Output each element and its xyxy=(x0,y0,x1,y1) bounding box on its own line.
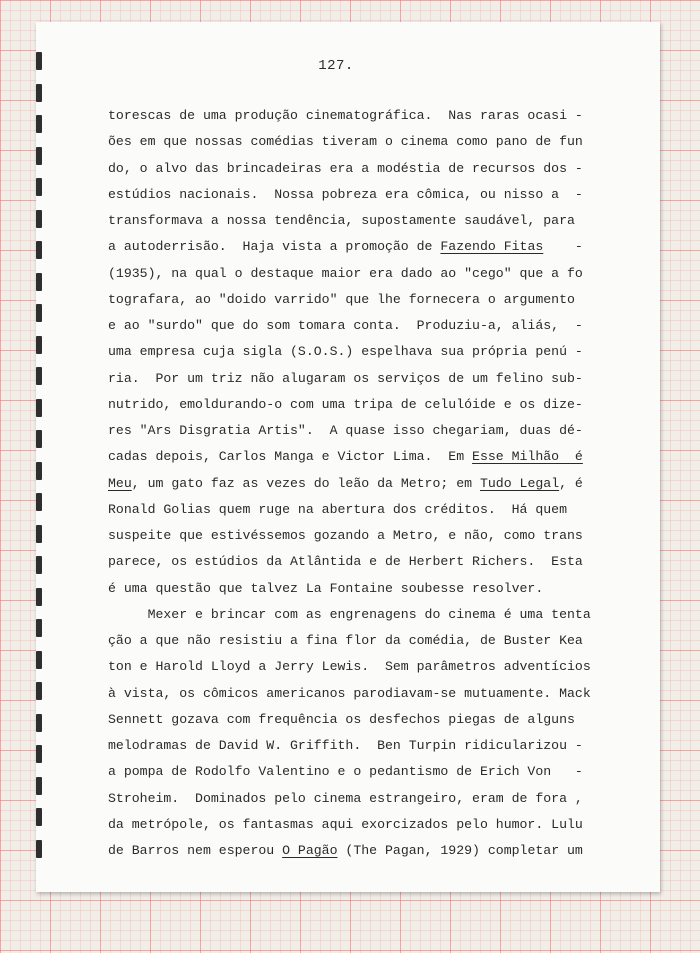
text-segment: torescas de uma produção cinematográfica. Nas raras ocasi - xyxy=(108,108,583,123)
text-line xyxy=(108,576,630,602)
text-line xyxy=(108,733,630,759)
text-segment: ões em que nossas comédias tiveram o cinema como pano de fun xyxy=(108,134,583,150)
text-segment: res "Ars Disgratia Artis". A quase isso chegariam, duas dé- xyxy=(108,423,583,438)
text-segment: e ao "surdo" que do som tomara conta. Produziu-a, aliás, - xyxy=(108,318,583,333)
binder-hole xyxy=(36,304,42,322)
text-segment: Ronald Golias quem ruge na abertura dos créditos. Há quem xyxy=(108,501,567,517)
text-line xyxy=(108,129,630,155)
binder-hole xyxy=(36,619,42,637)
binder-hole xyxy=(36,210,42,228)
binder-hole xyxy=(36,714,42,732)
text-line xyxy=(108,471,630,497)
binder-hole xyxy=(36,808,42,826)
text-segment: ton e Harold Lloyd a Jerry Lewis. Sem parâmetros adventícios xyxy=(108,659,591,675)
binder-hole xyxy=(36,840,42,858)
binder-hole xyxy=(36,493,42,511)
binder-hole xyxy=(36,682,42,700)
text-line xyxy=(108,418,630,444)
text-line xyxy=(108,339,630,365)
text-line xyxy=(108,786,630,812)
text-line xyxy=(108,654,630,680)
text-segment: ção a que não resistiu a fina flor da comédia, de Buster Kea xyxy=(108,633,583,648)
text-line xyxy=(108,261,630,287)
binder-hole xyxy=(36,241,42,259)
text-line xyxy=(108,103,630,129)
text-segment: melodramas de David W. Griffith. Ben Turpin ridicularizou - xyxy=(108,738,583,753)
text-segment: de Barros nem esperou xyxy=(108,843,283,858)
underlined-title: Esse Milhão é xyxy=(472,449,583,465)
text-segment: a autoderrisão. Haja vista a promoção de xyxy=(108,239,441,255)
text-line xyxy=(108,392,630,418)
text-line xyxy=(108,182,630,208)
binder-hole xyxy=(36,84,42,102)
text-line xyxy=(108,444,630,470)
page-number: 127. xyxy=(318,58,354,74)
text-segment: tografara, ao "doido varrido" que lhe fornecera o argumento xyxy=(108,291,575,307)
text-line xyxy=(108,287,630,313)
text-segment: Stroheim. Dominados pelo cinema estrangeiro, eram de fora , xyxy=(108,790,583,806)
binder-holes xyxy=(36,52,46,872)
text-segment: cadas depois, Carlos Manga e Victor Lima. Em xyxy=(108,449,473,465)
text-line xyxy=(108,156,630,182)
body-text xyxy=(108,103,630,864)
text-line xyxy=(108,313,630,339)
binder-hole xyxy=(36,777,42,795)
text-segment: parece, os estúdios da Atlântida e de Herbert Richers. Esta xyxy=(108,554,583,570)
underlined-title: Meu xyxy=(108,475,132,491)
underlined-title: O Pagão xyxy=(282,843,338,858)
text-segment: a pompa de Rodolfo Valentino e o pedantismo de Erich Von - xyxy=(108,764,583,780)
binder-hole xyxy=(36,367,42,385)
binder-hole xyxy=(36,178,42,196)
text-segment: nutrido, emoldurando-o com uma tripa de celulóide e os dize- xyxy=(108,396,583,412)
text-segment: Sennett gozava com frequência os desfechos piegas de alguns xyxy=(108,711,575,727)
underlined-title: Fazendo Fitas xyxy=(440,239,544,255)
text-segment: suspeite que estivéssemos gozando a Metro, e não, como trans xyxy=(108,528,583,543)
binder-hole xyxy=(36,525,42,543)
text-segment: - xyxy=(543,239,583,255)
text-line xyxy=(108,602,630,628)
binder-hole xyxy=(36,588,42,606)
binder-hole xyxy=(36,399,42,417)
text-segment: estúdios nacionais. Nossa pobreza era cômica, ou nisso a - xyxy=(108,186,583,202)
binder-hole xyxy=(36,462,42,480)
binder-hole xyxy=(36,430,42,448)
text-segment: é uma questão que talvez La Fontaine soubesse resolver. xyxy=(108,580,544,596)
text-segment: do, o alvo das brincadeiras era a modéstia de recursos dos - xyxy=(108,160,583,176)
text-segment: à vista, os cômicos americanos parodiavam-se mutuamente. Mack xyxy=(108,685,591,701)
text-segment: uma empresa cuja sigla (S.O.S.) espelhava sua própria penú - xyxy=(108,344,583,360)
text-line xyxy=(108,549,630,575)
underlined-title: Tudo Legal xyxy=(479,475,560,491)
text-line xyxy=(108,366,630,392)
binder-hole xyxy=(36,745,42,763)
text-line xyxy=(108,523,630,549)
text-line xyxy=(108,838,630,864)
text-segment: ria. Por um triz não alugaram os serviços de um felino sub- xyxy=(108,370,583,386)
text-line xyxy=(108,707,630,733)
text-segment: Mexer e brincar com as engrenagens do cinema é uma tenta xyxy=(108,606,591,622)
binder-hole xyxy=(36,115,42,133)
binder-hole xyxy=(36,147,42,165)
text-line xyxy=(108,759,630,785)
text-line xyxy=(108,681,630,707)
text-segment: da metrópole, os fantasmas aqui exorcizados pelo humor. Lulu xyxy=(108,816,583,832)
text-line xyxy=(108,234,630,260)
text-segment: , é xyxy=(559,475,583,491)
text-line xyxy=(108,497,630,523)
text-segment: (1935), na qual o destaque maior era dado ao "cego" que a fo xyxy=(108,265,583,281)
text-line xyxy=(108,208,630,234)
typewritten-page xyxy=(36,22,660,892)
binder-hole xyxy=(36,273,42,291)
binder-hole xyxy=(36,336,42,354)
binder-hole xyxy=(36,651,42,669)
text-line xyxy=(108,812,630,838)
text-segment: , um gato faz as vezes do leão da Metro; em xyxy=(131,475,480,491)
text-segment: (The Pagan, 1929) completar um xyxy=(337,843,583,858)
binder-hole xyxy=(36,556,42,574)
text-segment: transformava a nossa tendência, supostamente saudável, para xyxy=(108,213,575,228)
text-line xyxy=(108,628,630,654)
